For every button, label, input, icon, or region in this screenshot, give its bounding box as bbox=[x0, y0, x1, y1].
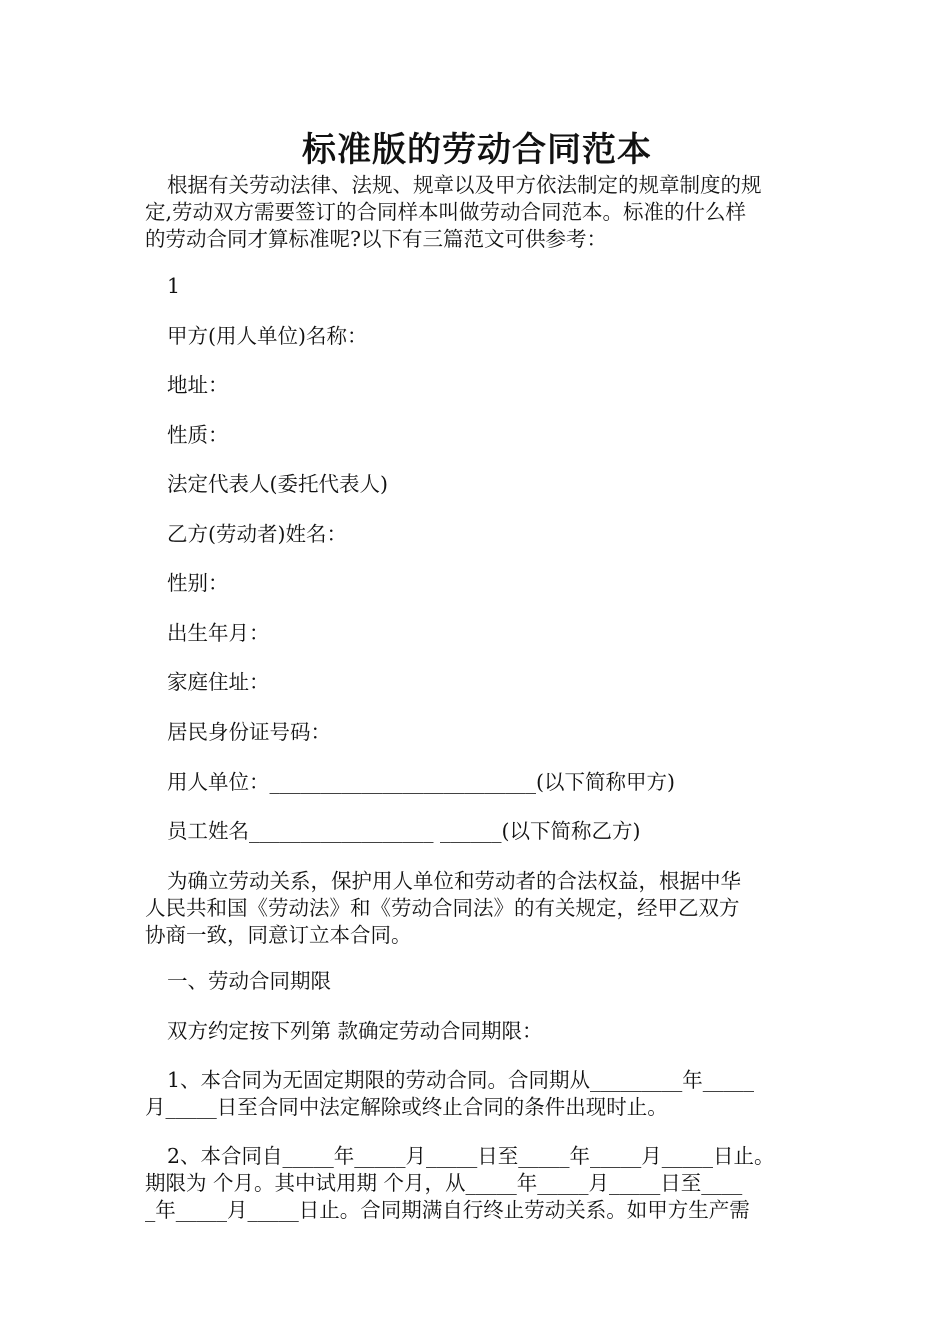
field-party-b-name: 乙方(劳动者)姓名： bbox=[167, 522, 347, 546]
field-gender: 性别： bbox=[167, 571, 229, 595]
clause-1-item-2-line-3: _年_____月_____日止。合同期满自行终止劳动关系。如甲方生产需 bbox=[145, 1198, 750, 1222]
clause-1-item-2-line-1: 2、本合同自_____年_____月_____日至_____年_____月_____日止。 bbox=[167, 1144, 775, 1168]
purpose-line-1: 为确立劳动关系，保护用人单位和劳动者的合法权益，根据中华 bbox=[167, 869, 741, 893]
clause-1-item-1-line-1: 1、本合同为无固定期限的劳动合同。合同期从_________年_____ bbox=[167, 1068, 755, 1092]
clause-1-item-1-line-2: 月_____日至合同中法定解除或终止合同的条件出现时止。 bbox=[145, 1095, 668, 1119]
clause-1-item-2-line-2: 期限为 个月。其中试用期 个月，从_____年_____月_____日至____ bbox=[145, 1171, 743, 1195]
clause-1-intro: 双方约定按下列第 款确定劳动合同期限： bbox=[167, 1019, 543, 1043]
intro-line-3: 的劳动合同才算标准呢?以下有三篇范文可供参考： bbox=[145, 227, 607, 251]
field-employer-line: 用人单位：__________________________(以下简称甲方) bbox=[167, 770, 675, 794]
field-party-a-name: 甲方(用人单位)名称： bbox=[167, 324, 368, 348]
field-legal-rep: 法定代表人(委托代表人) bbox=[167, 472, 388, 496]
intro-line-1: 根据有关劳动法律、法规、规章以及甲方依法制定的规章制度的规 bbox=[167, 173, 762, 197]
section-number: 1 bbox=[167, 274, 181, 298]
intro-line-2: 定,劳动双方需要签订的合同样本叫做劳动合同范本。标准的什么样 bbox=[145, 200, 747, 224]
field-employee-line: 员工姓名__________________ ______(以下简称乙方) bbox=[167, 819, 641, 843]
clause-1-item-1 bbox=[145, 1067, 809, 1121]
field-home-address: 家庭住址： bbox=[167, 670, 270, 694]
field-nature: 性质： bbox=[167, 423, 229, 447]
field-address: 地址： bbox=[167, 373, 229, 397]
clause-1-heading: 一、劳动合同期限 bbox=[167, 969, 331, 993]
field-id-number: 居民身份证号码： bbox=[167, 720, 331, 744]
purpose-line-3: 协商一致，同意订立本合同。 bbox=[145, 923, 412, 947]
purpose-paragraph bbox=[145, 868, 809, 949]
page-title: 标准版的劳动合同范本 bbox=[302, 130, 652, 170]
purpose-line-2: 人民共和国《劳动法》和《劳动合同法》的有关规定，经甲乙双方 bbox=[145, 896, 740, 920]
clause-1-item-2 bbox=[145, 1143, 809, 1224]
intro-paragraph bbox=[145, 172, 809, 253]
document-page bbox=[145, 128, 809, 1222]
field-birth: 出生年月： bbox=[167, 621, 270, 645]
